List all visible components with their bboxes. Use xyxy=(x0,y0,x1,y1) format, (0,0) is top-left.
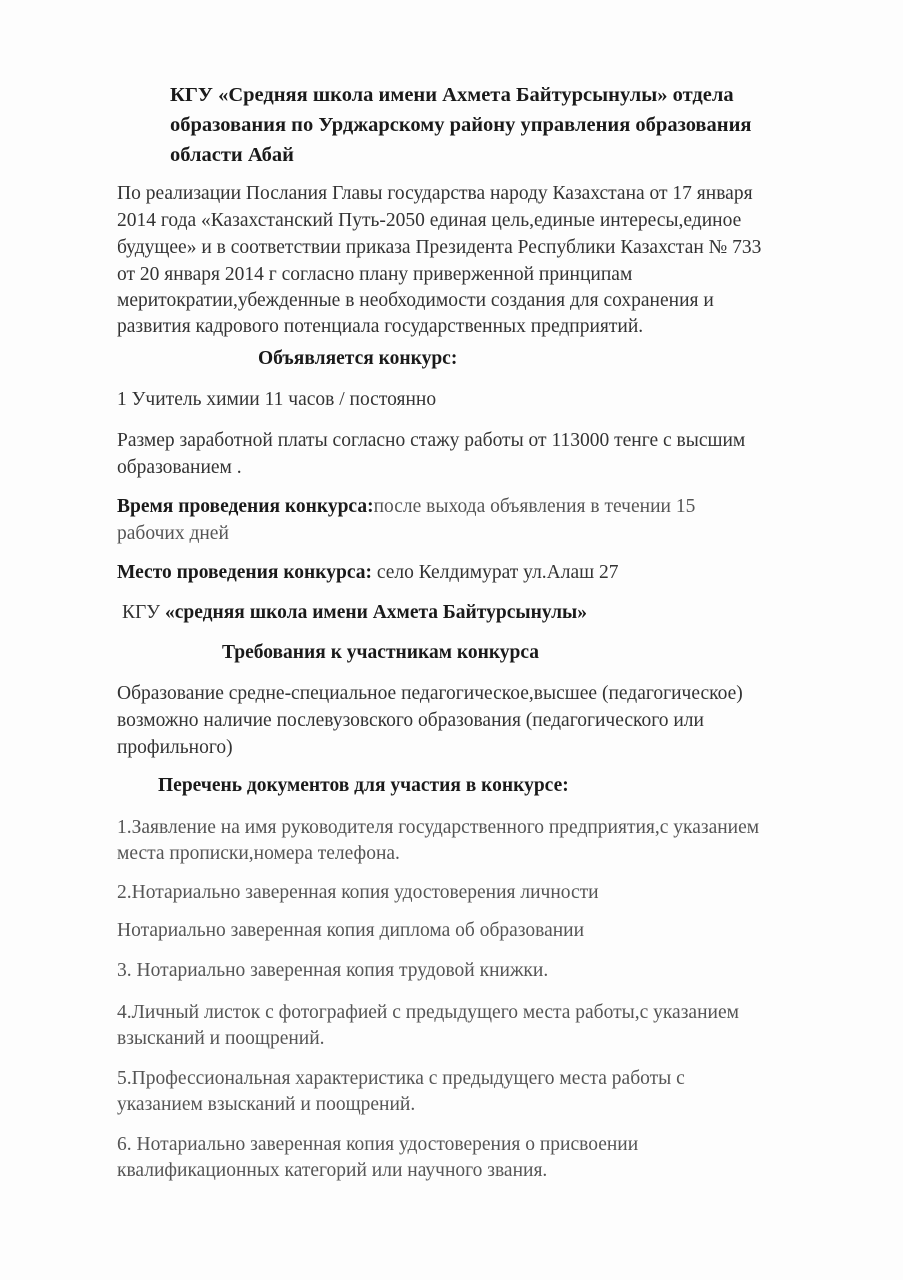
competition-time xyxy=(117,494,695,520)
document-item: 4.Личный листок с фотографией с предыдущего места работы,с указанием xyxy=(117,1002,739,1023)
requirements-line: Образование средне-специальное педагогическое,высшее (педагогическое) xyxy=(117,683,743,704)
document-item: Нотариально заверенная копия диплома об образовании xyxy=(117,920,585,941)
competition-place xyxy=(117,560,619,586)
school-prefix: КГУ xyxy=(122,602,165,623)
announcement-heading: Объявляется конкурс: xyxy=(258,348,458,369)
title-line: образования по Урджарскому району управления образования xyxy=(170,114,752,136)
intro-line: меритократии,убежденные в необходимости создания для сохранения и xyxy=(117,290,714,311)
title-line: области Абай xyxy=(170,144,294,166)
intro-line: развития кадрового потенциала государственных предприятий. xyxy=(117,316,644,337)
intro-line: будущее» и в соответствии приказа Президента Республики Казахстан № 733 xyxy=(117,237,762,258)
documents-heading: Перечень документов для участия в конкурсе: xyxy=(158,775,569,796)
salary-line: образованием . xyxy=(117,457,242,478)
competition-time-label: Время проведения конкурса: xyxy=(117,496,374,517)
document-item-cont: указанием взысканий и поощрений. xyxy=(117,1094,416,1115)
competition-place-value: село Келдимурат ул.Алаш 27 xyxy=(372,562,619,583)
requirements-line: возможно наличие послевузовского образования (педагогического или xyxy=(117,710,704,731)
document-item: 6. Нотариально заверенная копия удостоверения о присвоении xyxy=(117,1134,639,1155)
intro-line: от 20 января 2014 г согласно плану приверженной принципам xyxy=(117,264,633,285)
document-item-cont: места прописки,номера телефона. xyxy=(117,843,400,864)
position-text: 1 Учитель химии 11 часов / постоянно xyxy=(117,389,437,410)
intro-line: По реализации Послания Главы государства народу Казахстана от 17 января xyxy=(117,183,753,204)
document-title xyxy=(170,80,751,170)
document-item: 3. Нотариально заверенная копия трудовой книжки. xyxy=(117,960,549,981)
document-item: 2.Нотариально заверенная копия удостоверения личности xyxy=(117,882,599,903)
document-item-cont: квалификационных категорий или научного звания. xyxy=(117,1160,548,1181)
requirements-heading: Требования к участникам конкурса xyxy=(222,642,540,663)
school-name: «средняя школа имени Ахмета Байтурсынулы» xyxy=(164,602,588,623)
competition-place-label: Место проведения конкурса: xyxy=(117,562,372,583)
document-item: 1.Заявление на имя руководителя государственного предприятия,с указанием xyxy=(117,817,760,838)
title-line: КГУ «Средняя школа имени Ахмета Байтурсынулы» отдела xyxy=(170,84,734,106)
competition-time-value: после выхода объявления в течении 15 xyxy=(373,496,696,517)
document-item-cont: взысканий и поощрений. xyxy=(117,1028,325,1049)
school-line xyxy=(122,600,587,626)
intro-line: 2014 года «Казахстанский Путь-2050 единая цель,единые интересы,единое xyxy=(117,210,742,231)
requirements-line: профильного) xyxy=(117,737,233,758)
competition-time-value-cont: рабочих дней xyxy=(117,523,229,544)
salary-line: Размер заработной платы согласно стажу работы от 113000 тенге с высшим xyxy=(117,430,746,451)
document-item: 5.Профессиональная характеристика с предыдущего места работы с xyxy=(117,1068,685,1089)
